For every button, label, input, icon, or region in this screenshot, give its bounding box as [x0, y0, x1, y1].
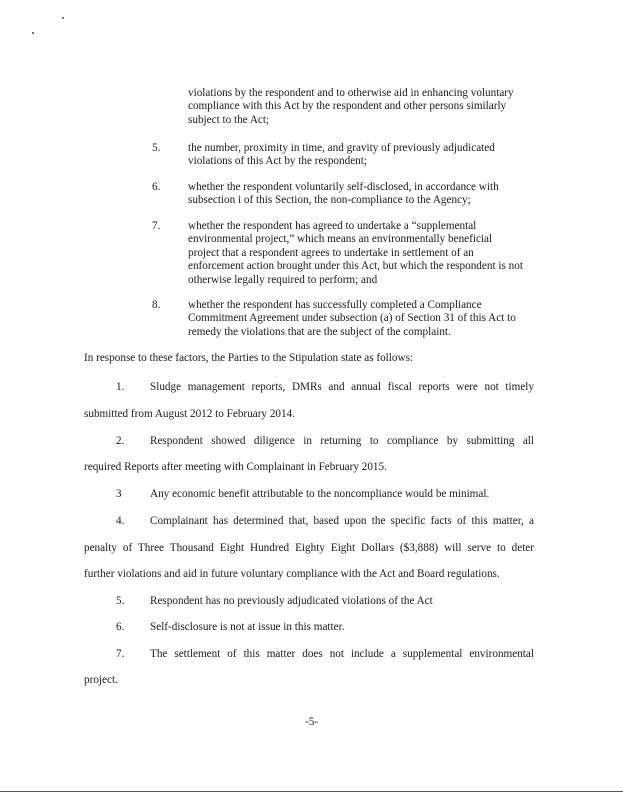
text-line: compliance with this Act by the respondent and other persons similarly — [188, 100, 507, 113]
factor-text — [188, 142, 542, 169]
factor-text — [188, 299, 542, 339]
response-continuation: further violations and aid in future voluntary compliance with the Act and Board regulations. — [84, 568, 500, 580]
text-line: enforcement action brought under this Act, but which the respondent is not — [188, 260, 523, 273]
factor-continuation — [188, 87, 550, 127]
response-continuation: penalty of Three Thousand Eight Hundred Eighty Eight Dollars ($3,888) will serve to deter — [84, 542, 534, 554]
response-number: 2. — [116, 435, 125, 447]
response-first-line: Respondent showed diligence in returning to compliance by submitting all — [150, 435, 534, 447]
text-line: Commitment Agreement under subsection (a) of Section 31 of this Act to — [188, 312, 516, 325]
response-first-line: Sludge management reports, DMRs and annual fiscal reports were not timely — [150, 381, 534, 393]
response-number: 4. — [116, 515, 125, 527]
response-number: 1. — [116, 381, 125, 393]
text-line: whether the respondent has successfully completed a Compliance — [188, 299, 482, 311]
factor-text — [188, 220, 542, 287]
response-number: 7. — [116, 648, 125, 660]
response-number: 6. — [116, 621, 125, 633]
scan-edge-line — [0, 791, 623, 792]
response-first-line: Complainant has determined that, based upon the specific facts of this matter, a — [150, 515, 534, 527]
response-first-line: Self-disclosure is not at issue in this matter. — [150, 621, 345, 633]
text-line: environmental project,” which means an environmentally beneficial — [188, 233, 493, 246]
text-line: project that a respondent agrees to undertake in settlement of an — [188, 246, 474, 259]
text-line: violations of this Act by the respondent; — [188, 155, 367, 168]
text-line: violations by the respondent and to otherwise aid in enhancing voluntary — [188, 87, 514, 99]
response-continuation: project. — [84, 674, 118, 686]
response-first-line: Any economic benefit attributable to the noncompliance would be minimal. — [150, 488, 490, 500]
response-number: 5. — [116, 595, 125, 607]
factor-number: 8. — [152, 299, 161, 311]
text-line: the number, proximity in time, and gravity of previously adjudicated — [188, 142, 495, 154]
factor-number: 6. — [152, 181, 161, 193]
factor-text — [188, 181, 542, 208]
lead-in-sentence: In response to these factors, the Parties to the Stipulation state as follows: — [84, 352, 414, 364]
text-line: subsection i of this Section, the non-compliance to the Agency; — [188, 194, 471, 207]
text-line: whether the respondent has agreed to undertake a “supplemental — [188, 220, 477, 232]
response-first-line: Respondent has no previously adjudicated violations of the Act — [150, 595, 433, 607]
response-continuation: submitted from August 2012 to February 2014. — [84, 408, 295, 420]
scan-speck — [32, 32, 34, 34]
scan-speck — [62, 17, 64, 19]
text-line: remedy the violations that are the subject of the complaint. — [188, 325, 451, 338]
text-line: otherwise legally required to perform; and — [188, 273, 378, 286]
factor-number: 5. — [152, 142, 161, 154]
factor-number: 7. — [152, 220, 161, 232]
text-line: subject to the Act; — [188, 113, 270, 126]
response-number: 3 — [116, 488, 122, 500]
text-line: whether the respondent voluntarily self-disclosed, in accordance with — [188, 181, 499, 193]
response-first-line: The settlement of this matter does not include a supplemental environmental — [150, 648, 534, 660]
page-number: -5- — [304, 716, 319, 728]
response-continuation: required Reports after meeting with Complainant in February 2015. — [84, 461, 387, 473]
